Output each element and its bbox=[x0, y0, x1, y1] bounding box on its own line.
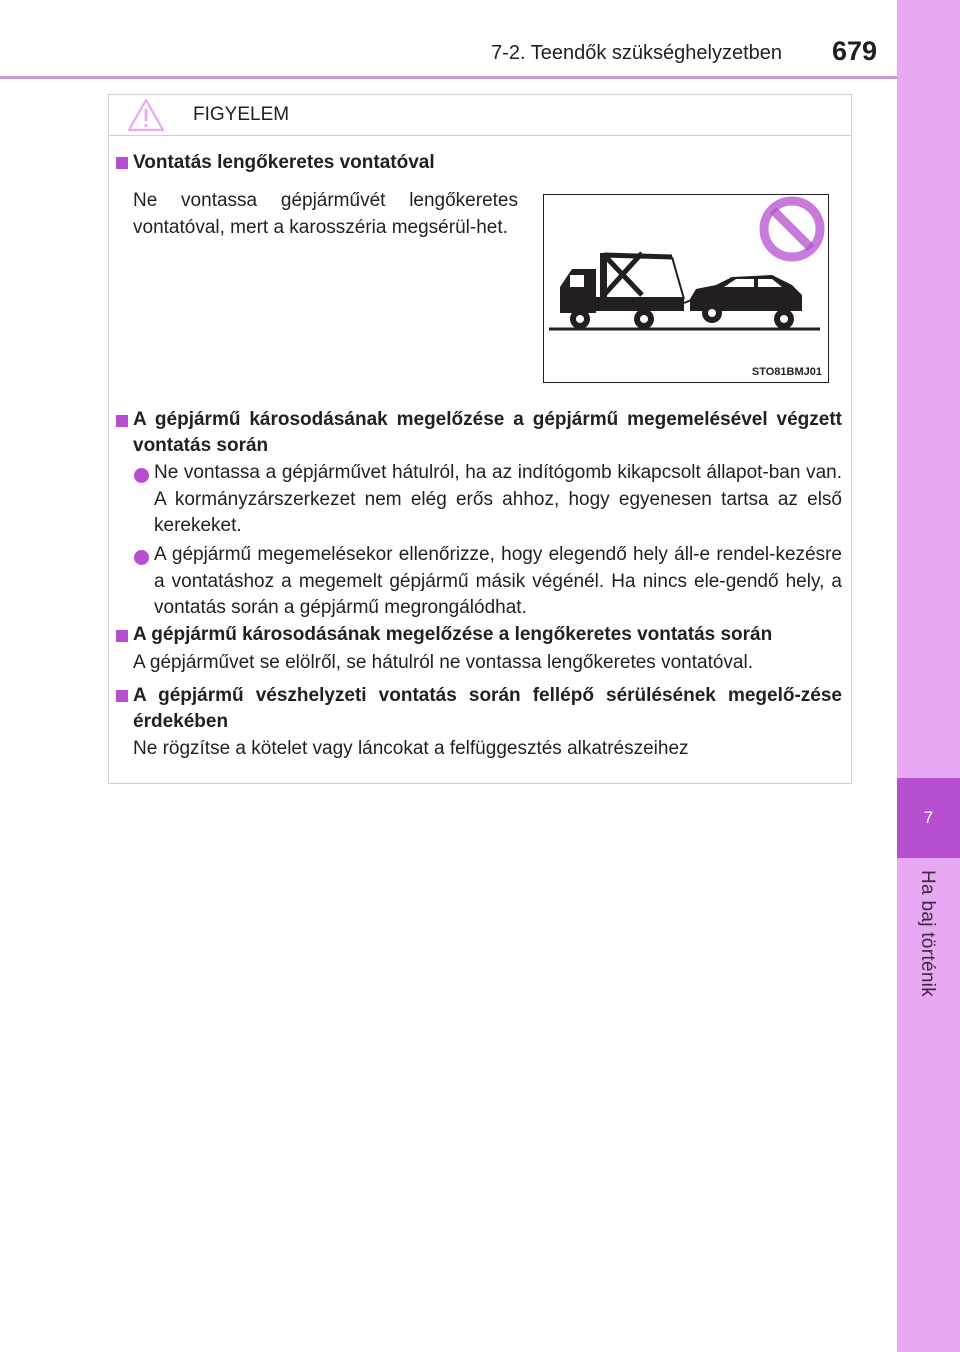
chapter-tab bbox=[897, 0, 960, 1352]
heading-swing-frame: A gépjármű károsodásának megelőzése a lengőkeretes vontatás során bbox=[133, 624, 773, 645]
warning-header bbox=[109, 95, 851, 136]
section-title: 7-2. Teendők szükséghelyzetben bbox=[491, 42, 782, 64]
paragraph-swing-tow: Ne vontassa gépjárművét lengőkeretes vontatóval, mert a karosszéria megsérül-het. bbox=[133, 190, 518, 238]
tow-truck-prohibited-image bbox=[544, 195, 828, 382]
heading-bullet bbox=[116, 630, 128, 642]
list-bullet bbox=[134, 550, 149, 565]
heading-lift-tow: A gépjármű károsodásának megelőzése a gépjármű megemelésével végzett vontatás során bbox=[133, 409, 842, 456]
header-rule bbox=[0, 76, 897, 79]
figure-code: STO81BMJ01 bbox=[751, 366, 822, 378]
heading-swing-tow: Vontatás lengőkeretes vontatóval bbox=[133, 152, 435, 173]
paragraph-emergency-tow: Ne rögzítse a kötelet vagy láncokat a felfüggesztés alkatrészeihez bbox=[133, 738, 689, 759]
list-bullet bbox=[134, 468, 149, 483]
page-number: 679 bbox=[832, 36, 878, 66]
tow-truck-illustration bbox=[543, 194, 829, 383]
bullet-lift-tow-2: A gépjármű megemelésekor ellenőrizze, hogy elegendő hely áll-e rendel-kezésre a vontatáshoz a megemelt gépjármű másik végénél. Ha nincs ele-gendő hely, a vontatás során a gépjármű megrongálódhat. bbox=[154, 544, 842, 618]
warning-triangle-icon bbox=[127, 98, 165, 132]
heading-bullet bbox=[116, 157, 128, 169]
chapter-title: Ha baj történik bbox=[917, 870, 938, 998]
heading-bullet bbox=[116, 690, 128, 702]
heading-emergency-tow: A gépjármű vészhelyzeti vontatás során fellépő sérülésének megelő-zése érdekében bbox=[133, 685, 842, 732]
warning-title: FIGYELEM bbox=[193, 104, 290, 125]
paragraph-swing-frame: A gépjárművet se elölről, se hátulról ne vontassa lengőkeretes vontatóval. bbox=[133, 652, 753, 673]
heading-bullet bbox=[116, 415, 128, 427]
chapter-number: 7 bbox=[897, 778, 960, 858]
bullet-lift-tow-1: Ne vontassa a gépjárművet hátulról, ha az indítógomb kikapcsolt állapot-ban van. A kormányzárszerkezet nem elég erős ahhoz, hogy egyenesen tartsa az első kerekeket. bbox=[154, 462, 842, 536]
